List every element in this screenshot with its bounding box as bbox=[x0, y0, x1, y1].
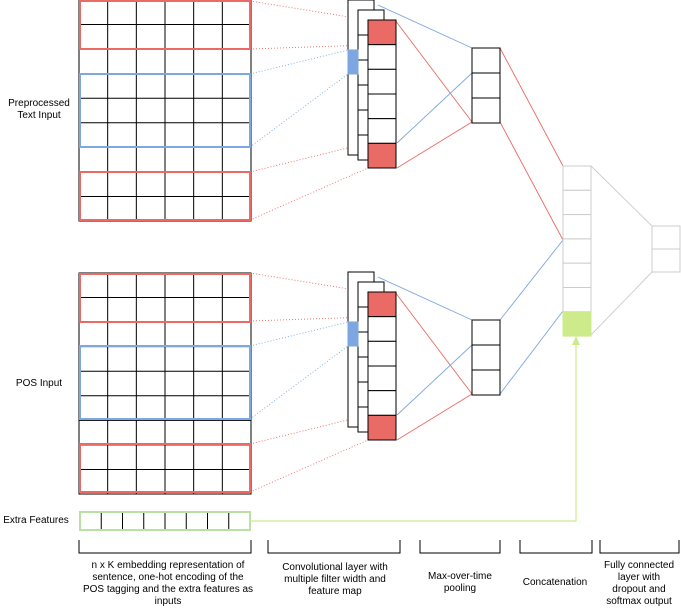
concat-extra-feature-cell bbox=[563, 312, 591, 336]
text-input-label: Preprocessed Text Input bbox=[8, 98, 70, 121]
output-cell bbox=[652, 249, 680, 272]
text-pooled-cell bbox=[472, 98, 500, 123]
concatenation-stage-label: Concatenation bbox=[522, 577, 588, 588]
stage-brackets bbox=[79, 540, 679, 553]
extra-features-vector bbox=[80, 512, 250, 530]
text-feature-map-cell bbox=[368, 143, 396, 168]
concatenation-vector bbox=[563, 166, 591, 336]
pooling-stage-label: Max-over-time pooling bbox=[428, 571, 492, 594]
text-pooled-cell bbox=[472, 73, 500, 98]
stage-bracket-3 bbox=[420, 540, 500, 553]
max-pooling-vectors bbox=[472, 48, 500, 395]
concat-cell bbox=[563, 190, 591, 214]
concat-connection bbox=[500, 311, 563, 394]
text-filter-connection bbox=[250, 50, 348, 74]
output-cell bbox=[652, 226, 680, 249]
text-input-embedding-matrix bbox=[79, 0, 251, 221]
text-feature-map-cell bbox=[368, 119, 396, 144]
text-pool-connection bbox=[395, 20, 472, 122]
stage-bracket-5 bbox=[600, 540, 679, 553]
text-feature-map-cell bbox=[368, 94, 396, 119]
pos-feature-map-cell bbox=[368, 366, 396, 391]
text-feature-maps bbox=[348, 0, 396, 168]
embedding-stage-label: n x K embedding representation of sentence, one-hot encoding of the POS tagging and the extra features as inputs bbox=[82, 560, 254, 607]
pos-feature-map-cell bbox=[368, 341, 396, 366]
text-pool-connection bbox=[397, 73, 472, 143]
concat-connection bbox=[500, 240, 563, 320]
connection-lines bbox=[250, 1, 652, 492]
pos-filter-connection bbox=[250, 440, 368, 492]
pos-filter-connection bbox=[250, 346, 348, 419]
concat-cell bbox=[563, 166, 591, 190]
output-connection bbox=[591, 166, 652, 226]
pos-input-label: POS Input bbox=[15, 378, 63, 389]
concat-connection bbox=[500, 48, 563, 166]
output-connection bbox=[591, 272, 652, 335]
concat-cell bbox=[563, 239, 591, 263]
pos-pooled-cell bbox=[472, 370, 500, 395]
extra-features-label: Extra Features bbox=[3, 515, 69, 526]
concat-cell bbox=[563, 263, 591, 287]
pos-pooled-cell bbox=[472, 345, 500, 370]
pos-pooled-cell bbox=[472, 320, 500, 345]
concat-connection bbox=[500, 122, 563, 240]
pos-input-embedding-matrix bbox=[79, 273, 251, 494]
pos-pool-connection bbox=[395, 292, 472, 394]
stage-bracket-1 bbox=[79, 540, 251, 553]
pos-pool-connection bbox=[397, 345, 472, 415]
text-feature-map-cell bbox=[368, 69, 396, 94]
text-filter-connection bbox=[250, 168, 368, 220]
pos-pool-connection bbox=[397, 394, 472, 440]
stage-bracket-2 bbox=[268, 540, 400, 553]
pos-filter-connection bbox=[250, 322, 348, 346]
output-vector bbox=[652, 226, 680, 272]
pos-feature-maps bbox=[348, 272, 396, 440]
pos-feature-map-cell bbox=[368, 415, 396, 440]
stage-bracket-4 bbox=[520, 540, 592, 553]
concat-cell bbox=[563, 215, 591, 239]
text-filter-connection bbox=[250, 74, 348, 147]
pos-feature-map-cell bbox=[368, 317, 396, 342]
text-pooled-cell bbox=[472, 48, 500, 73]
text-feature-map-cell bbox=[368, 20, 396, 45]
pos-feature-map-cell bbox=[368, 391, 396, 416]
text-blue-filter-cell bbox=[348, 50, 358, 74]
pos-blue-filter-cell bbox=[348, 322, 358, 346]
text-pool-connection bbox=[397, 122, 472, 168]
concat-cell bbox=[563, 288, 591, 312]
fully-connected-stage-label: Fully connected layer with dropout and softmax output bbox=[603, 560, 675, 607]
convolution-stage-label: Convolutional layer with multiple filter width and feature map bbox=[282, 562, 388, 597]
pos-feature-map-cell bbox=[368, 292, 396, 317]
text-feature-map-cell bbox=[368, 45, 396, 70]
